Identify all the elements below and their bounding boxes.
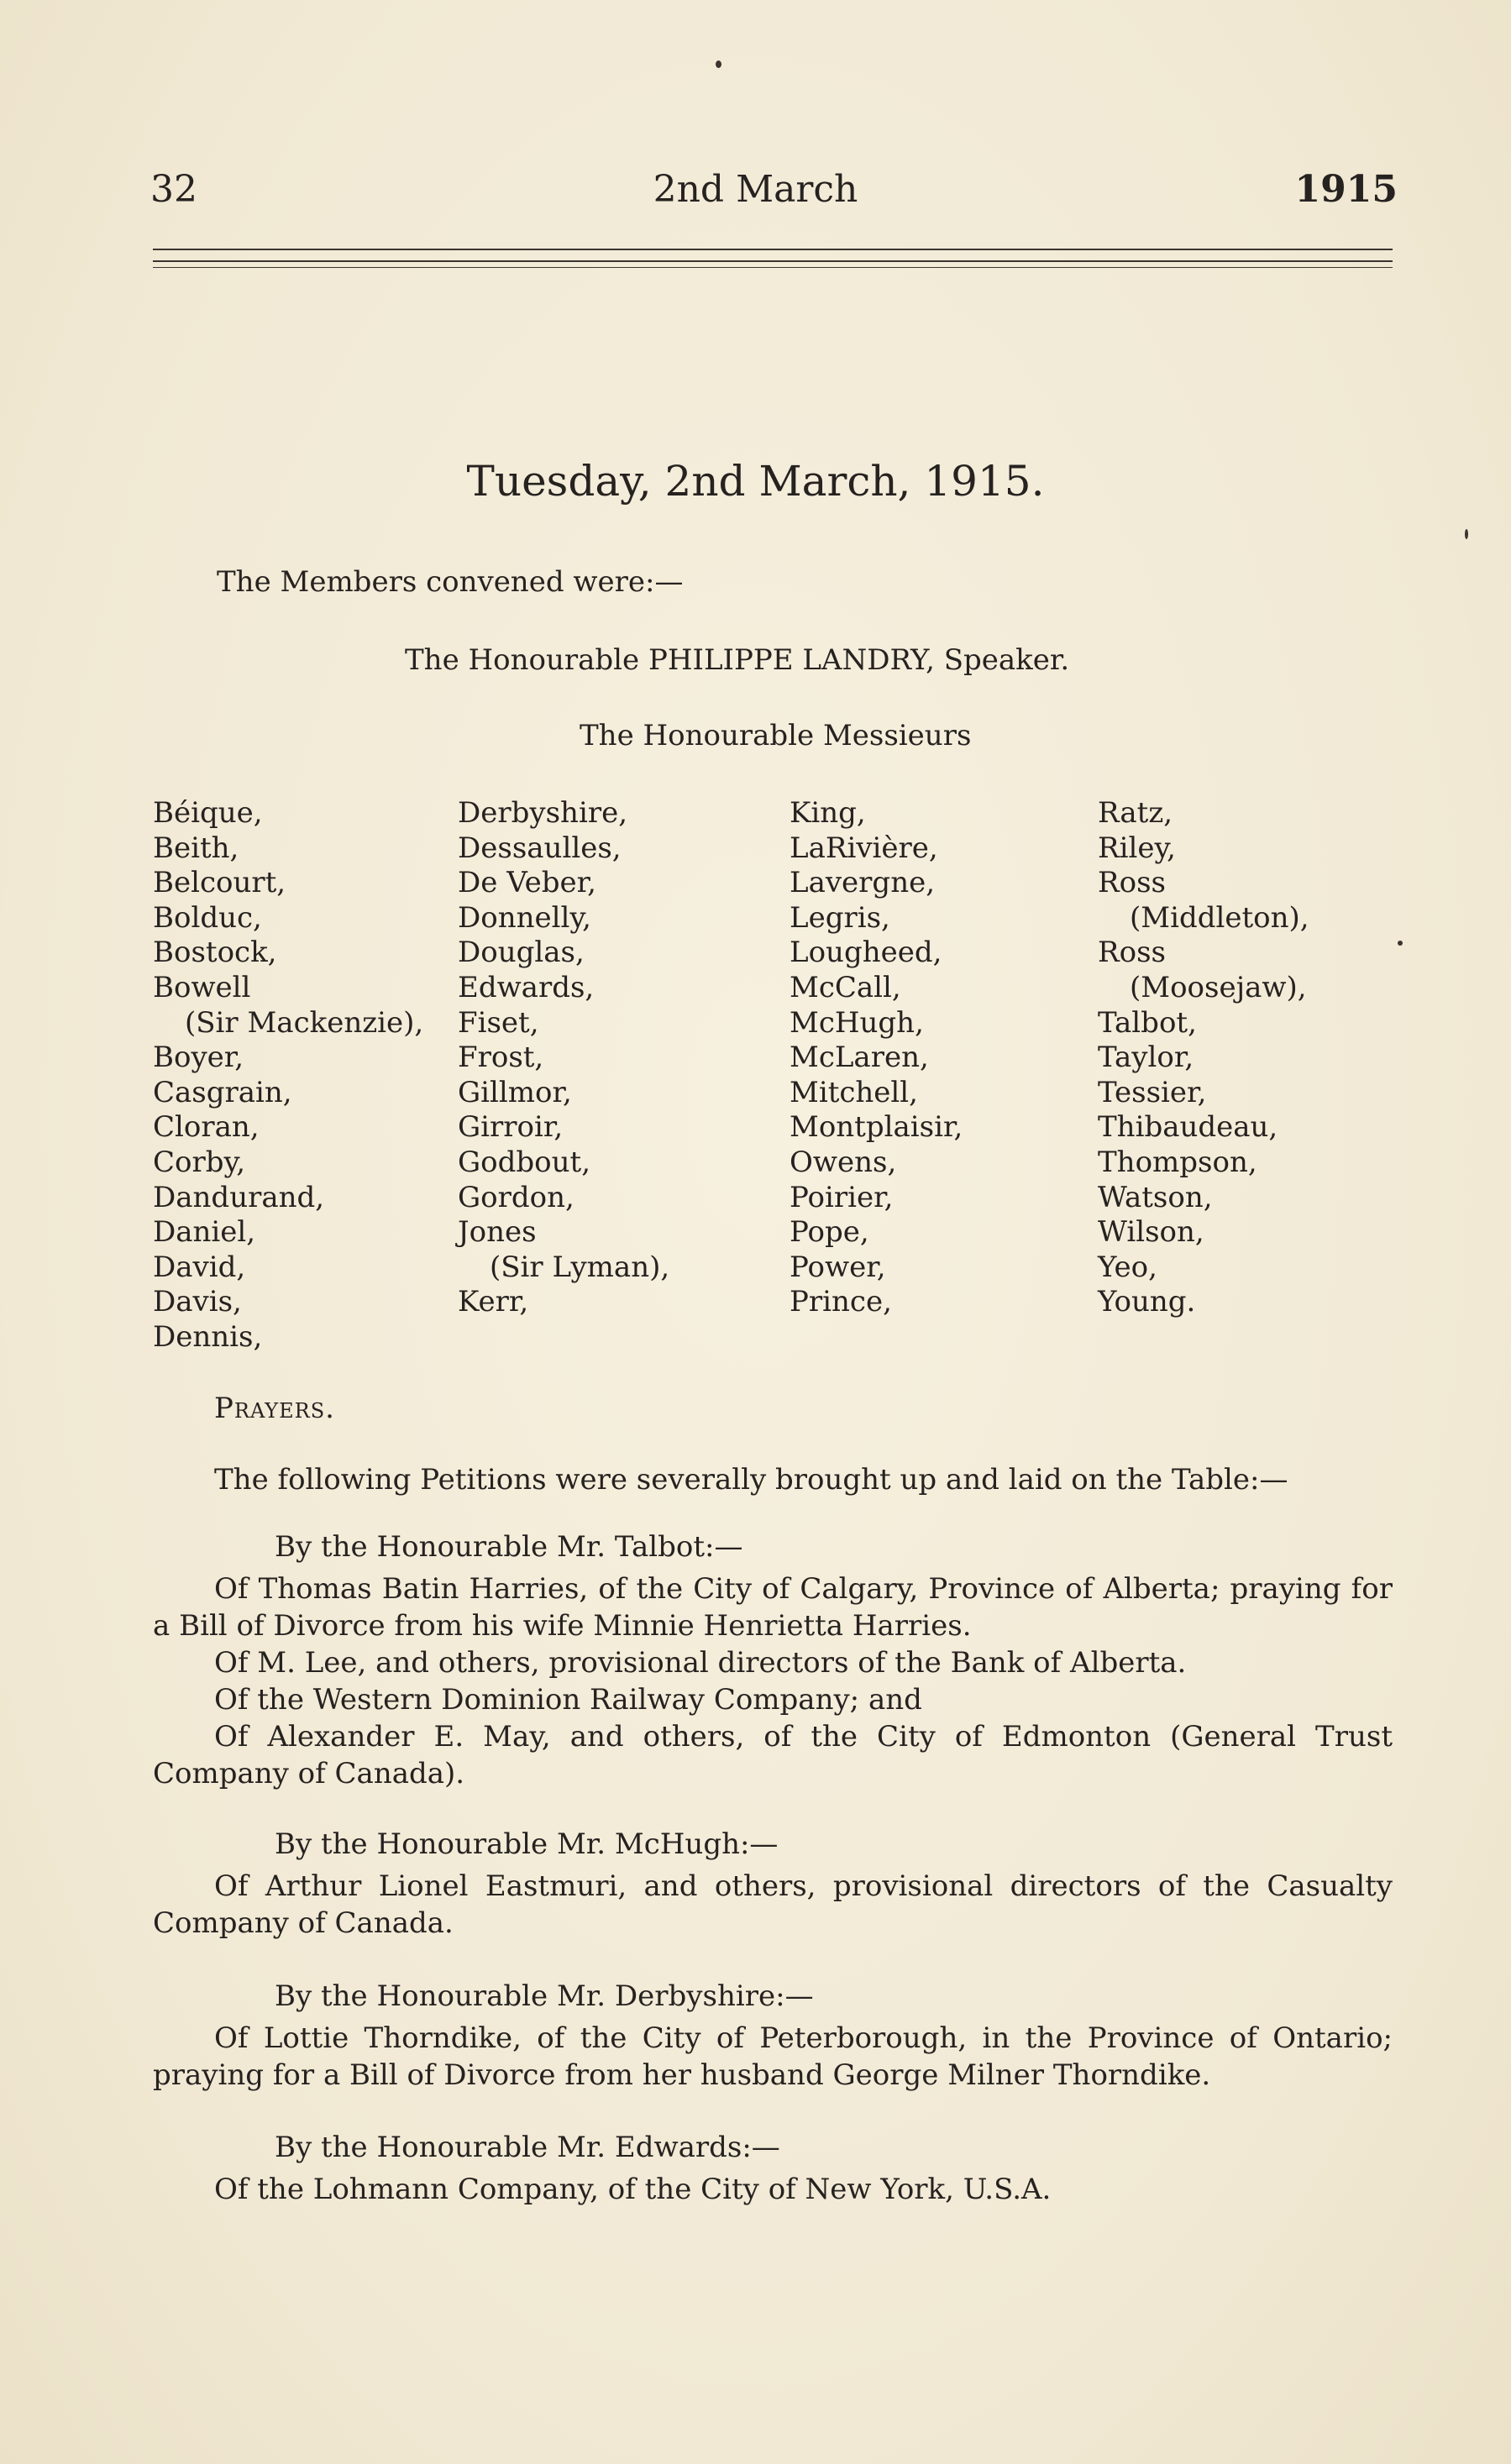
presenter-line: By the Honourable Mr. Derbyshire:—: [275, 1979, 814, 2013]
member-name: (Sir Mackenzie),: [185, 1005, 424, 1040]
petitions-talbot: [153, 1528, 1393, 1792]
petitions-mchugh: [153, 1826, 1393, 1942]
petitions-intro-text: The following Petitions were severally brought up and laid on the Table:—: [214, 1463, 1288, 1497]
member-name: McLaren,: [790, 1041, 929, 1075]
member-name: Kerr,: [458, 1285, 529, 1319]
member-name: David,: [153, 1250, 246, 1284]
member-name: De Veber,: [458, 866, 596, 900]
running-year: 1915: [1294, 168, 1398, 211]
members-column-2: [458, 796, 669, 1320]
member-name: Tessier,: [1098, 1075, 1207, 1109]
member-name: Béique,: [153, 796, 263, 830]
member-name: Bostock,: [153, 936, 277, 970]
members-column-3: [790, 796, 963, 1320]
member-name: Bolduc,: [153, 900, 262, 935]
member-name: Pope,: [790, 1215, 869, 1250]
header-rule: [153, 267, 1393, 268]
member-name: Taylor,: [1098, 1041, 1194, 1075]
member-name: Bowell: [153, 970, 251, 1004]
sitting-title: Tuesday, 2nd March, 1915.: [466, 457, 1045, 506]
member-name: LaRivière,: [790, 831, 938, 865]
member-name: Power,: [790, 1250, 886, 1284]
presenter-line: By the Honourable Mr. Edwards:—: [275, 2131, 780, 2164]
member-name: (Sir Lyman),: [490, 1250, 670, 1284]
members-intro: The Members convened were:—: [217, 565, 684, 599]
prayers-label: Prayers.: [214, 1392, 335, 1425]
ink-speck: [1465, 529, 1468, 539]
member-name: (Moosejaw),: [1130, 970, 1307, 1004]
member-name: Mitchell,: [790, 1075, 918, 1109]
member-name: Lougheed,: [790, 936, 942, 970]
member-name: Thibaudeau,: [1098, 1110, 1278, 1145]
member-name: Beith,: [153, 831, 239, 865]
member-name: Gordon,: [458, 1180, 574, 1214]
member-name: Dandurand,: [153, 1180, 325, 1214]
petitions-edwards: [153, 2129, 1393, 2208]
ink-speck: [1398, 941, 1403, 946]
member-name: Davis,: [153, 1285, 242, 1319]
member-name: Boyer,: [153, 1041, 244, 1075]
prayers-heading: [214, 1391, 335, 1426]
ink-speck: [716, 60, 721, 68]
member-name: Donnelly,: [458, 900, 591, 935]
member-name: Godbout,: [458, 1145, 590, 1179]
messieurs-line: The Honourable Messieurs: [580, 719, 972, 752]
petitions-intro: [153, 1461, 1393, 1498]
member-name: Dessaulles,: [458, 831, 622, 865]
member-name: Legris,: [790, 900, 890, 935]
header-rule: [153, 260, 1393, 262]
member-name: Dennis,: [153, 1319, 263, 1354]
member-name: Riley,: [1098, 831, 1176, 865]
member-name: McHugh,: [790, 1005, 924, 1040]
member-name: Thompson,: [1098, 1145, 1257, 1179]
member-name: Derbyshire,: [458, 796, 628, 830]
members-column-4: [1098, 796, 1309, 1320]
member-name: Poirier,: [790, 1180, 894, 1214]
member-name: Belcourt,: [153, 866, 286, 900]
member-name: Daniel,: [153, 1215, 256, 1250]
member-name: Watson,: [1098, 1180, 1213, 1214]
member-name: Jones: [458, 1215, 537, 1250]
members-column-1: [153, 796, 423, 1355]
running-date: 2nd March: [653, 168, 858, 211]
member-name: Talbot,: [1098, 1005, 1197, 1040]
member-name: King,: [790, 796, 866, 830]
member-name: Ross: [1098, 866, 1166, 900]
member-name: Ratz,: [1098, 796, 1173, 830]
header-rule: [153, 249, 1393, 250]
petitions-derbyshire: [153, 1978, 1393, 2094]
member-name: Prince,: [790, 1285, 892, 1319]
member-name: McCall,: [790, 970, 901, 1004]
member-name: Casgrain,: [153, 1075, 292, 1109]
petition-item: Of Alexander E. May, and others, of the City of Edmonton (General Trust Company of Canada).: [153, 1720, 1393, 1790]
member-name: Cloran,: [153, 1110, 260, 1145]
member-name: Girroir,: [458, 1110, 564, 1145]
petition-item: Of Thomas Batin Harries, of the City of Calgary, Province of Alberta; praying for a Bill of Divorce from his wife Minnie Henrietta Harries.: [153, 1572, 1393, 1643]
member-name: Young.: [1098, 1285, 1196, 1319]
petition-item: Of Lottie Thorndike, of the City of Peterborough, in the Province of Ontario; praying for a Bill of Divorce from her husband George Milner Thorndike.: [153, 2021, 1393, 2092]
member-name: Douglas,: [458, 936, 585, 970]
speaker-line: The Honourable PHILIPPE LANDRY, Speaker.: [405, 643, 1070, 677]
member-name: Corby,: [153, 1145, 246, 1179]
member-name: Owens,: [790, 1145, 897, 1179]
petition-item: Of Arthur Lionel Eastmuri, and others, provisional directors of the Casualty Company of Canada.: [153, 1869, 1393, 1940]
member-name: Lavergne,: [790, 866, 936, 900]
presenter-line: By the Honourable Mr. McHugh:—: [275, 1827, 779, 1861]
member-name: Gillmor,: [458, 1075, 572, 1109]
page-number: 32: [150, 168, 197, 211]
member-name: Yeo,: [1098, 1250, 1157, 1284]
petition-item: Of the Western Dominion Railway Company; and: [214, 1683, 922, 1717]
member-name: (Middleton),: [1130, 900, 1309, 935]
petition-item: Of the Lohmann Company, of the City of New York, U.S.A.: [214, 2173, 1052, 2206]
member-name: Wilson,: [1098, 1215, 1204, 1250]
member-name: Montplaisir,: [790, 1110, 963, 1145]
member-name: Ross: [1098, 936, 1166, 970]
petition-item: Of M. Lee, and others, provisional directors of the Bank of Alberta.: [214, 1646, 1187, 1680]
member-name: Fiset,: [458, 1005, 539, 1040]
member-name: Frost,: [458, 1041, 544, 1075]
member-name: Edwards,: [458, 970, 595, 1004]
presenter-line: By the Honourable Mr. Talbot:—: [275, 1530, 743, 1564]
